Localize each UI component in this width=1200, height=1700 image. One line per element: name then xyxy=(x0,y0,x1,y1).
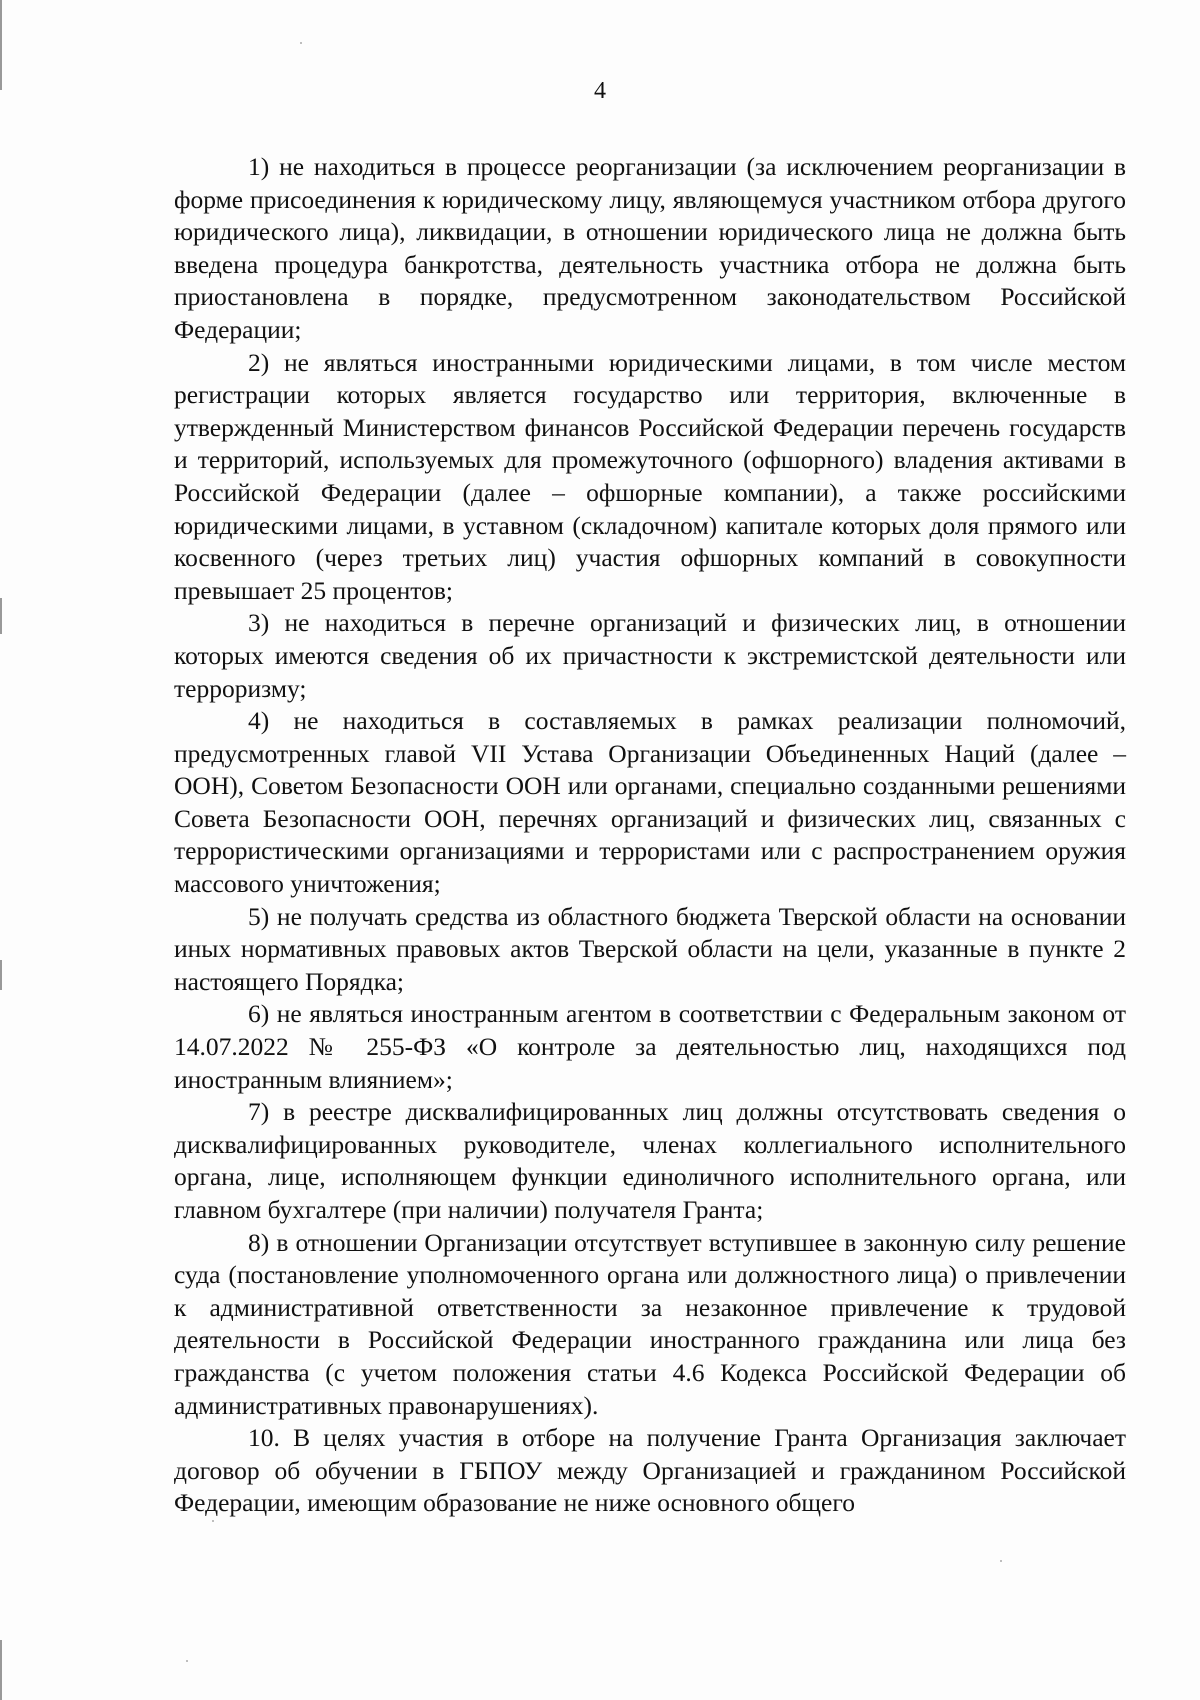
paragraph-item-6: 6) не являться иностранным агентом в соответствии с Федеральным законом от 14.07.2022 № 255-ФЗ «О контроле за деятельностью лиц, находящихся под иностранным влиянием»; xyxy=(174,999,1126,1094)
scan-speck xyxy=(186,1660,188,1662)
scan-edge-mark xyxy=(0,1640,2,1700)
document-body xyxy=(174,151,1126,1520)
paragraph-item-1: 1) не находиться в процессе реорганизации (за исключением реорганизации в форме присоединения к юридическому лицу, являющемуся участником отбора другого юридического лица), ликвидации, в отношении юридического лица не должна быть введена процедура банкротства, деятельность участника отбора не должна быть приостановлена в порядке, предусмотренном законодательством Российской Федерации; xyxy=(174,152,1126,344)
scan-edge-mark xyxy=(0,960,2,990)
paragraph-item-4: 4) не находиться в составляемых в рамках реализации полномочий, предусмотренных главой VII Устава Организации Объединенных Наций (далее – ООН), Советом Безопасности ООН или органами, специально созданными решениями Совета Безопасности ООН, перечнях организаций и физических лиц, связанных с террористическими организациями и террористами или с распространением оружия массового уничтожения; xyxy=(174,706,1126,899)
paragraph-item-5: 5) не получать средства из областного бюджета Тверской области на основании иных нормативных правовых актов Тверской области на цели, указанные в пункте 2 настоящего Порядка; xyxy=(174,901,1126,996)
paragraph-clause-10: 10. В целях участия в отборе на получение Гранта Организация заключает договор об обучении в ГБПОУ между Организацией и гражданином Российской Федерации, имеющим образование не ниже основного общего xyxy=(174,1423,1126,1518)
paragraph-item-8: 8) в отношении Организации отсутствует вступившее в законную силу решение суда (постановление уполномоченного органа или должностного лица) о привлечении к административной ответственности за незаконное привлечение к трудовой деятельности в Российской Федерации иностранного гражданина или лица без гражданства (с учетом положения статьи 4.6 Кодекса Российской Федерации об административных правонарушениях). xyxy=(174,1227,1126,1420)
page-number: 4 xyxy=(594,78,606,104)
paragraph-item-3: 3) не находиться в перечне организаций и физических лиц, в отношении которых имеются сведения об их причастности к экстремистской деятельности или терроризму; xyxy=(174,608,1126,703)
paragraph-item-7: 7) в реестре дисквалифицированных лиц должны отсутствовать сведения о дисквалифицированных руководителе, членах коллегиального исполнительного органа, лице, исполняющем функции единоличного исполнительного органа, или главном бухгалтере (при наличии) получателя Гранта; xyxy=(174,1097,1126,1224)
scan-speck xyxy=(1000,1560,1002,1562)
scan-edge-mark xyxy=(0,598,2,634)
paragraph-item-2: 2) не являться иностранными юридическими лицами, в том числе местом регистрации которых является государство или территория, включенные в утвержденный Министерством финансов Российской Федерации перечень государств и территорий, используемых для промежуточного (офшорного) владения активами в Российской Федерации (далее – офшорные компании), а также российскими юридическими лицами, в уставном (складочном) капитале которых доля прямого или косвенного (через третьих лиц) участия офшорных компаний в совокупности превышает 25 процентов; xyxy=(174,347,1126,605)
scan-speck xyxy=(300,42,302,44)
scan-speck xyxy=(212,1520,214,1522)
